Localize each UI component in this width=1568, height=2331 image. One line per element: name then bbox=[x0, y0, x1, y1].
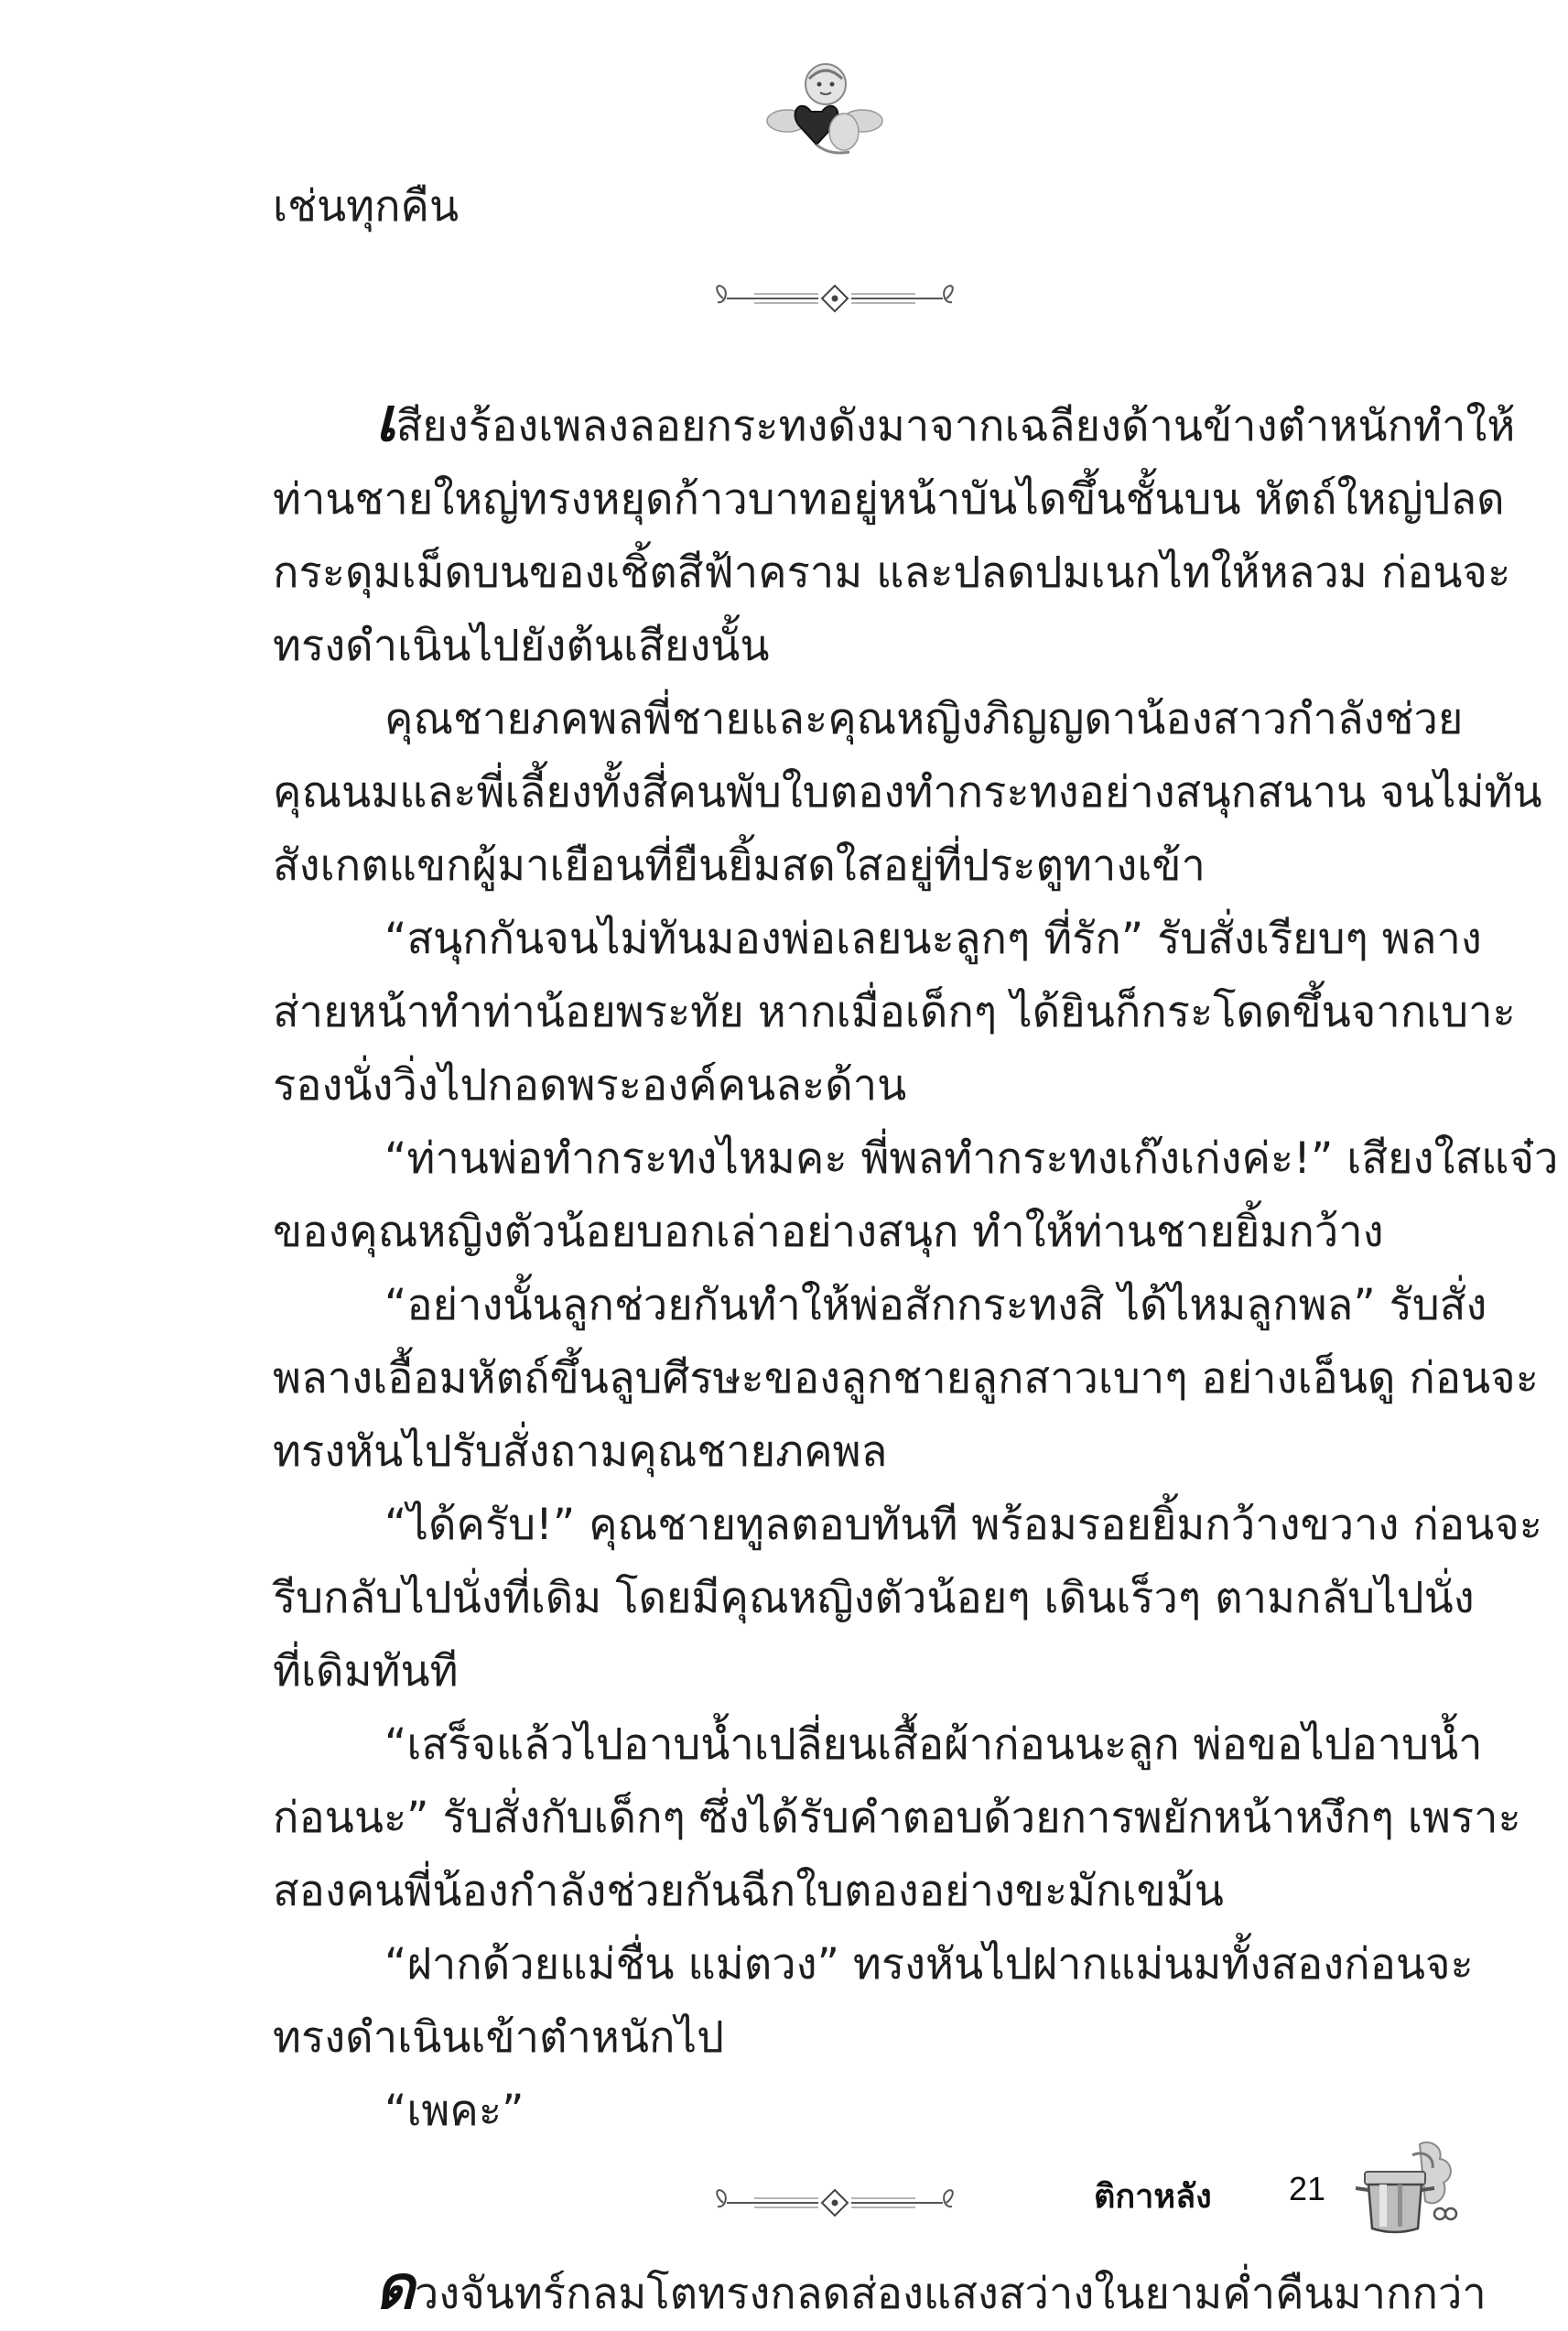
paragraph-line: ที่เดิมทันที bbox=[273, 1646, 459, 1697]
paragraph-line: ท่านชายใหญ่ทรงหยุดก้าวบาทอยู่หน้าบันไดขึ้นชั้นบน หัตถ์ใหญ่ปลด bbox=[273, 474, 1505, 525]
paragraph-line: ทรงดำเนินเข้าตำหนักไป bbox=[273, 2012, 724, 2063]
paragraph-line: เช่นทุกคืน bbox=[273, 181, 460, 232]
ornamental-divider-icon bbox=[710, 2185, 959, 2221]
paragraph-line: คุณนมและพี่เลี้ยงทั้งสี่คนพับใบตองทำกระทงอย่างสนุกสนาน จนไม่ทัน bbox=[273, 767, 1542, 818]
paragraph-line: “เพคะ” bbox=[384, 2086, 524, 2136]
book-title: ติกาหลัง bbox=[1094, 2177, 1212, 2215]
paragraph-line: ทรงหันไปรับสั่งถามคุณชายภคพล bbox=[273, 1426, 888, 1477]
paragraph-line: “เสร็จแล้วไปอาบน้ำเปลี่ยนเสื้อผ้าก่อนนะลูก พ่อขอไปอาบน้ำ bbox=[384, 1719, 1483, 1770]
paragraph-line: ก่อนนะ” รับสั่งกับเด็กๆ ซึ่งได้รับคำตอบด้วยการพยักหน้าหงึกๆ เพราะ bbox=[273, 1793, 1521, 1843]
drop-cap: ด bbox=[375, 2252, 415, 2323]
paragraph-line: สองคนพี่น้องกำลังช่วยกันฉีกใบตองอย่างขะมักเขม้น bbox=[273, 1866, 1224, 1916]
paragraph-line: ของคุณหญิงตัวน้อยบอกเล่าอย่างสนุก ทำให้ท่านชายยิ้มกว้าง bbox=[273, 1207, 1384, 1257]
page-number: 21 bbox=[1289, 2170, 1326, 2207]
paragraph-line: “ท่านพ่อทำกระทงไหมคะ พี่พลทำกระทงเก๊งเก่งค่ะ!” เสียงใสแจ๋ว bbox=[384, 1133, 1559, 1184]
drop-cap: เ bbox=[375, 385, 396, 455]
page-footer bbox=[1094, 2141, 1478, 2241]
ornamental-divider-icon bbox=[710, 280, 959, 317]
paragraph-line: รองนั่งวิ่งไปกอดพระองค์คนละด้าน bbox=[273, 1060, 907, 1111]
section-divider bbox=[273, 244, 1396, 353]
paragraph-line: สังเกตแขกผู้มาเยือนที่ยืนยิ้มสดใสอยู่ที่ประตูทางเข้า bbox=[273, 840, 1206, 891]
paragraph-line: “อย่างนั้นลูกช่วยกันทำให้พ่อสักกระทงสิ ได้ไหมลูกพล” รับสั่ง bbox=[384, 1280, 1487, 1330]
paragraph-line: “ได้ครับ!” คุณชายทูลตอบทันที พร้อมรอยยิ้มกว้างขวาง ก่อนจะ bbox=[384, 1500, 1542, 1550]
cupid-heart-icon bbox=[765, 57, 884, 159]
paragraph-line: “สนุกกันจนไม่ทันมองพ่อเลยนะลูกๆ ที่รัก” รับสั่งเรียบๆ พลาง bbox=[384, 914, 1482, 964]
paragraph-line: ดวงจันทร์กลมโตทรงกลดส่องแสงสว่างในยามค่ำคืนมากกว่า bbox=[375, 2252, 1487, 2323]
paragraph-line: รีบกลับไปนั่งที่เดิม โดยมีคุณหญิงตัวน้อยๆ เดินเร็วๆ ตามกลับไปนั่ง bbox=[273, 1573, 1475, 1623]
page-body bbox=[273, 170, 1559, 2331]
paragraph-line: พลางเอื้อมหัตถ์ขึ้นลูบศีรษะของลูกชายลูกสาวเบาๆ อย่างเอ็นดู ก่อนจะ bbox=[273, 1353, 1539, 1404]
paragraph-line: กระดุมเม็ดบนของเชิ้ตสีฟ้าคราม และปลดปมเนกไทให้หลวม ก่อนจะ bbox=[273, 548, 1511, 598]
paragraph-line: ส่ายหน้าทำท่าน้อยพระทัย หากเมื่อเด็กๆ ได้ยินก็กระโดดขึ้นจากเบาะ bbox=[273, 987, 1516, 1037]
cooking-pot-icon bbox=[1356, 2141, 1458, 2239]
paragraph-line: “ฝากด้วยแม่ชื่น แม่ตวง” ทรงหันไปฝากแม่นมทั้งสองก่อนจะ bbox=[384, 1939, 1474, 1989]
paragraph-line: คุณชายภคพลพี่ชายและคุณหญิงภิญญดาน้องสาวกำลังช่วย bbox=[384, 694, 1464, 744]
paragraph-line: ทรงดำเนินไปยังต้นเสียงนั้น bbox=[273, 621, 770, 671]
paragraph-line: เสียงร้องเพลงลอยกระทงดังมาจากเฉลียงด้านข้างตำหนักทำให้ bbox=[375, 385, 1516, 455]
